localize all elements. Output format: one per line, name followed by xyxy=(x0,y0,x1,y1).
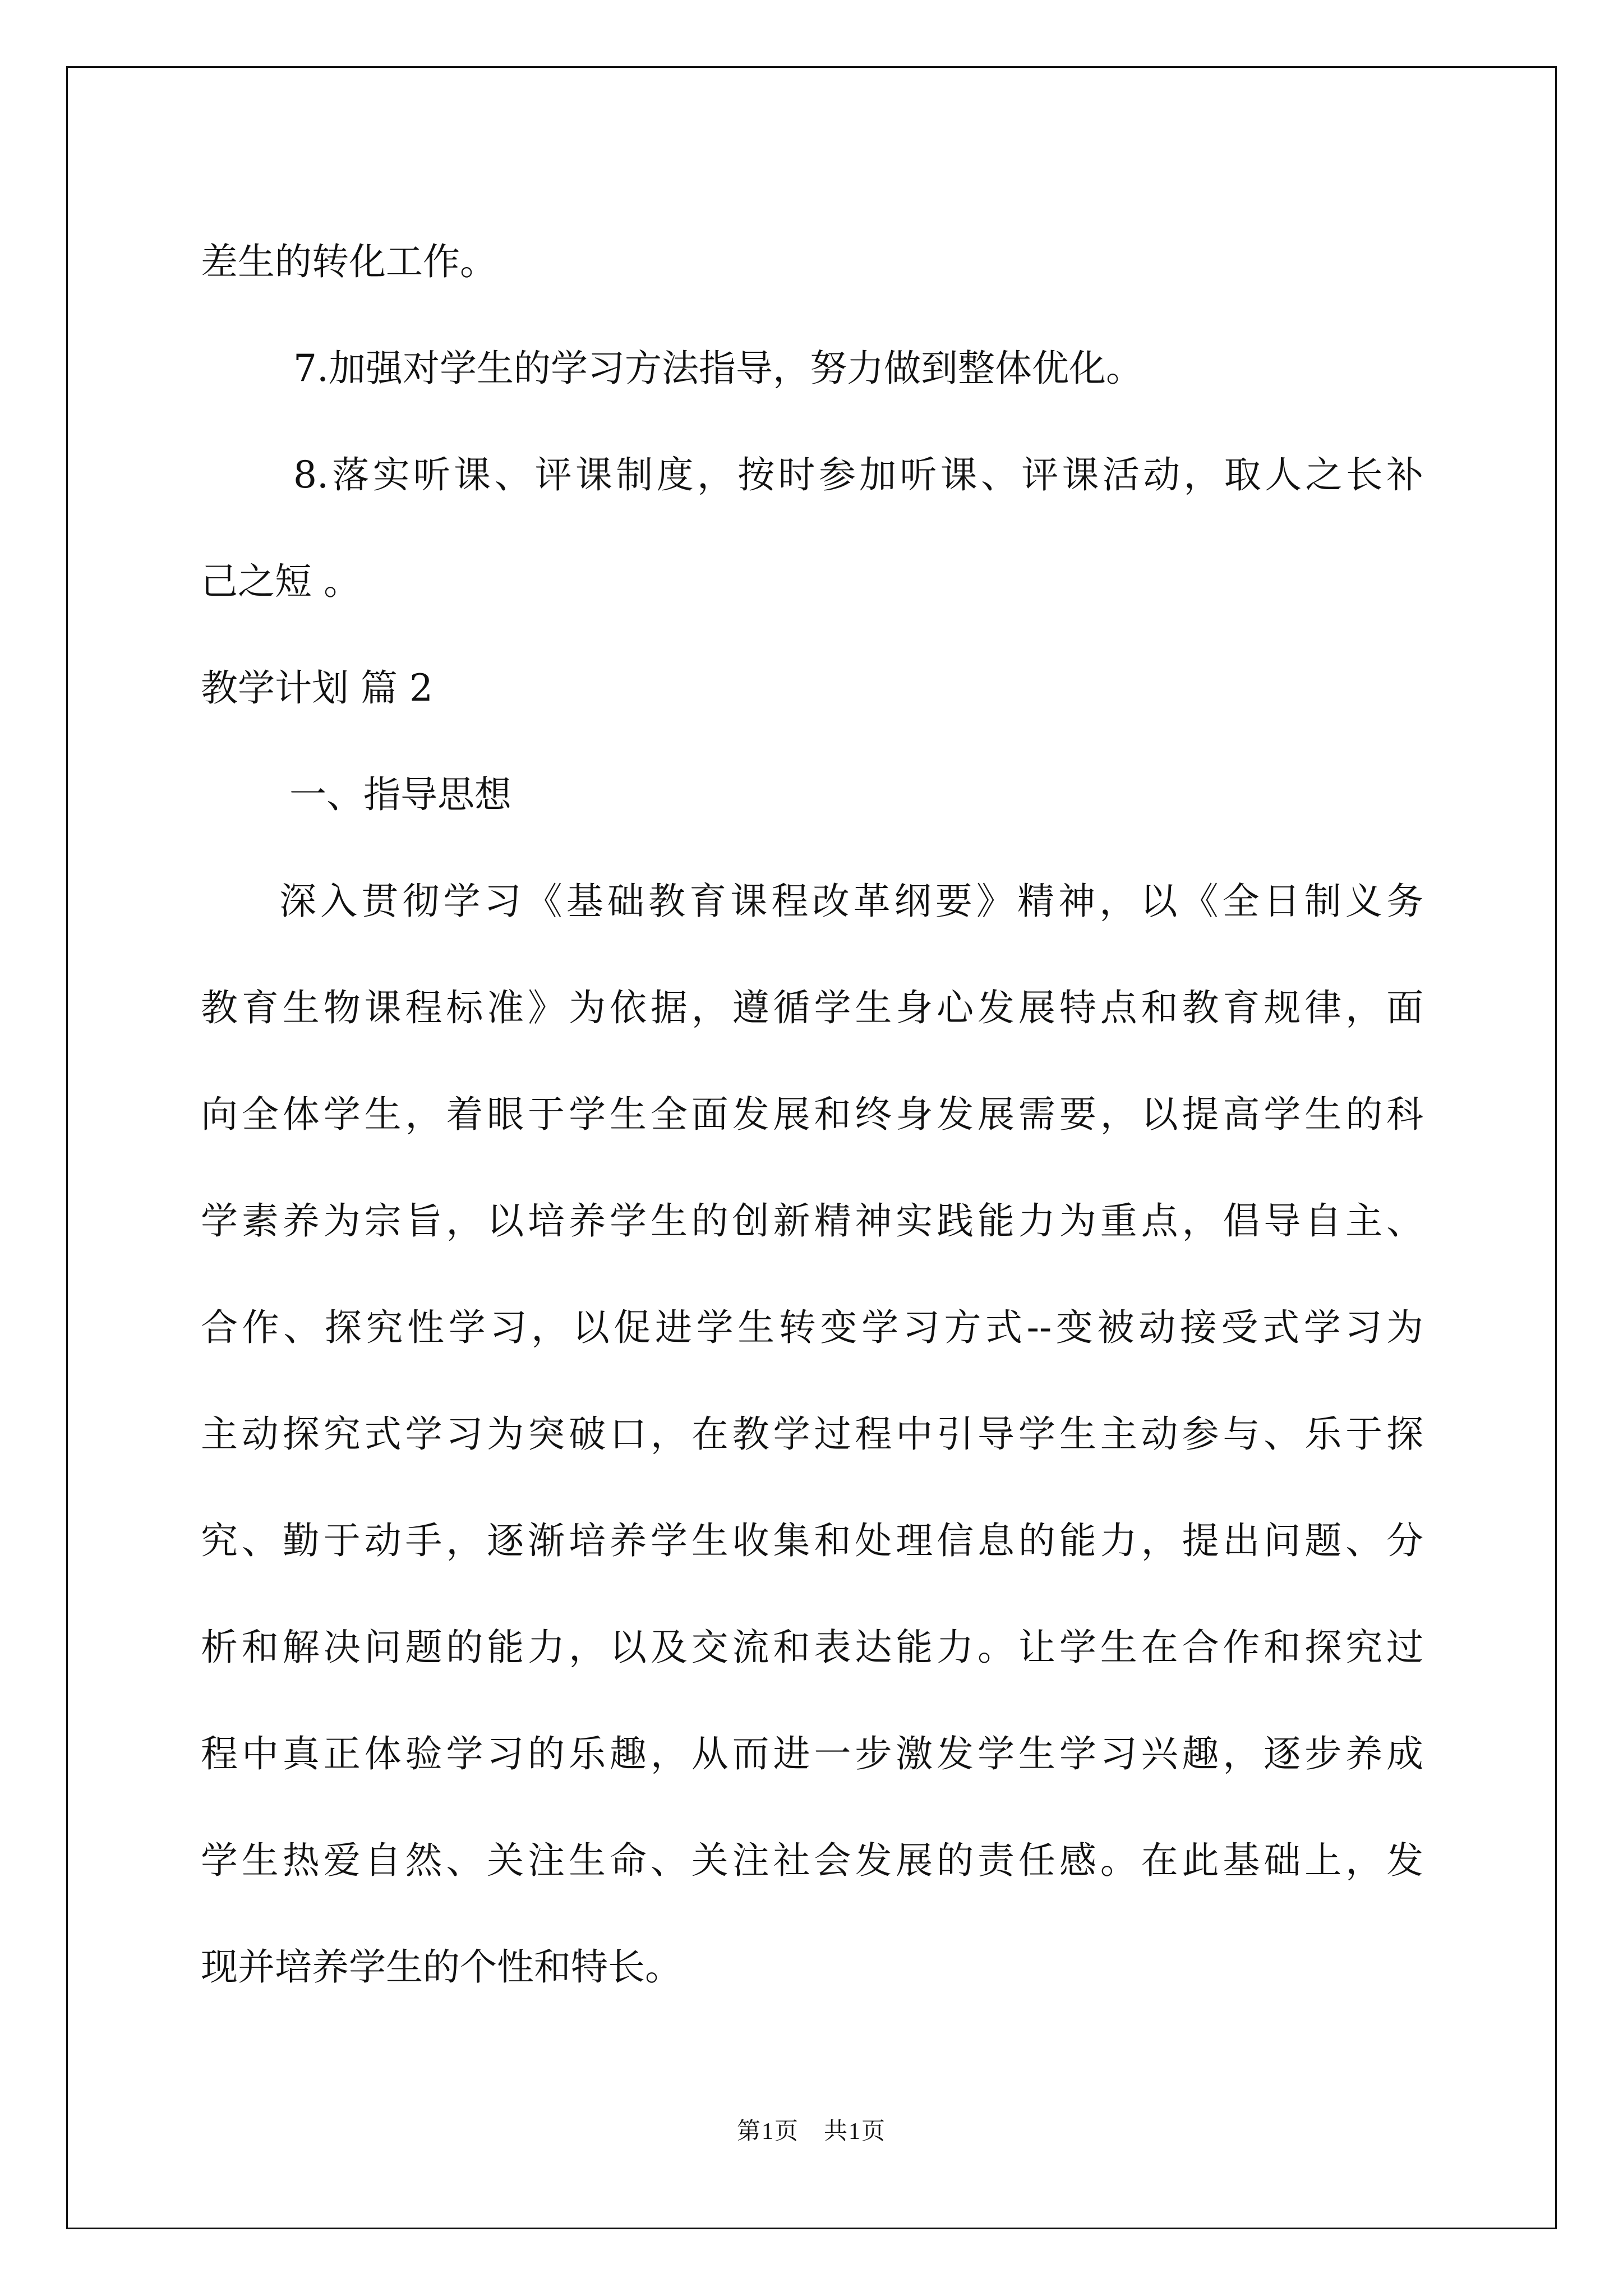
paragraph-line: 合作、探究性学习，以促进学生转变学习方式--变被动接受式学习为 xyxy=(201,1306,1423,1349)
document-body xyxy=(201,209,1423,2021)
subsection-heading: 一、指导思想 xyxy=(289,773,511,816)
paragraph-line: 向全体学生，着眼于学生全面发展和终身发展需要，以提高学生的科 xyxy=(201,1093,1423,1136)
paragraph-line: 学素养为宗旨，以培养学生的创新精神实践能力为重点，倡导自主、 xyxy=(201,1199,1423,1243)
paragraph-line: 学生热爱自然、关注生命、关注社会发展的责任感。在此基础上，发 xyxy=(201,1839,1423,1882)
paragraph-line: 教育生物课程标准》为依据，遵循学生身心发展特点和教育规律，面 xyxy=(201,986,1423,1029)
paragraph-line: 差生的转化工作。 xyxy=(201,240,497,283)
paragraph-line: 程中真正体验学习的乐趣，从而进一步激发学生学习兴趣，逐步养成 xyxy=(201,1732,1423,1775)
paragraph-line: 主动探究式学习为突破口，在教学过程中引导学生主动参与、乐于探 xyxy=(201,1412,1423,1456)
paragraph-line: 深入贯彻学习《基础教育课程改革纲要》精神，以《全日制义务 xyxy=(279,880,1423,923)
paragraph-line: 析和解决问题的能力，以及交流和表达能力。让学生在合作和探究过 xyxy=(201,1626,1423,1669)
paragraph-line: 现并培养学生的个性和特长。 xyxy=(201,1945,682,1989)
paragraph-line: 究、勤于动手，逐渐培养学生收集和处理信息的能力，提出问题、分 xyxy=(201,1519,1423,1562)
list-item-7: 7.加强对学生的学习方法指导，努力做到整体优化。 xyxy=(293,347,1143,390)
section-title: 教学计划 篇 2 xyxy=(201,666,433,710)
page-number-footer: 第1页 共1页 xyxy=(736,2119,886,2145)
list-item-8: 8.落实听课、评课制度，按时参加听课、评课活动，取人之长补 xyxy=(293,453,1423,496)
paragraph-line: 己之短 。 xyxy=(201,560,361,603)
